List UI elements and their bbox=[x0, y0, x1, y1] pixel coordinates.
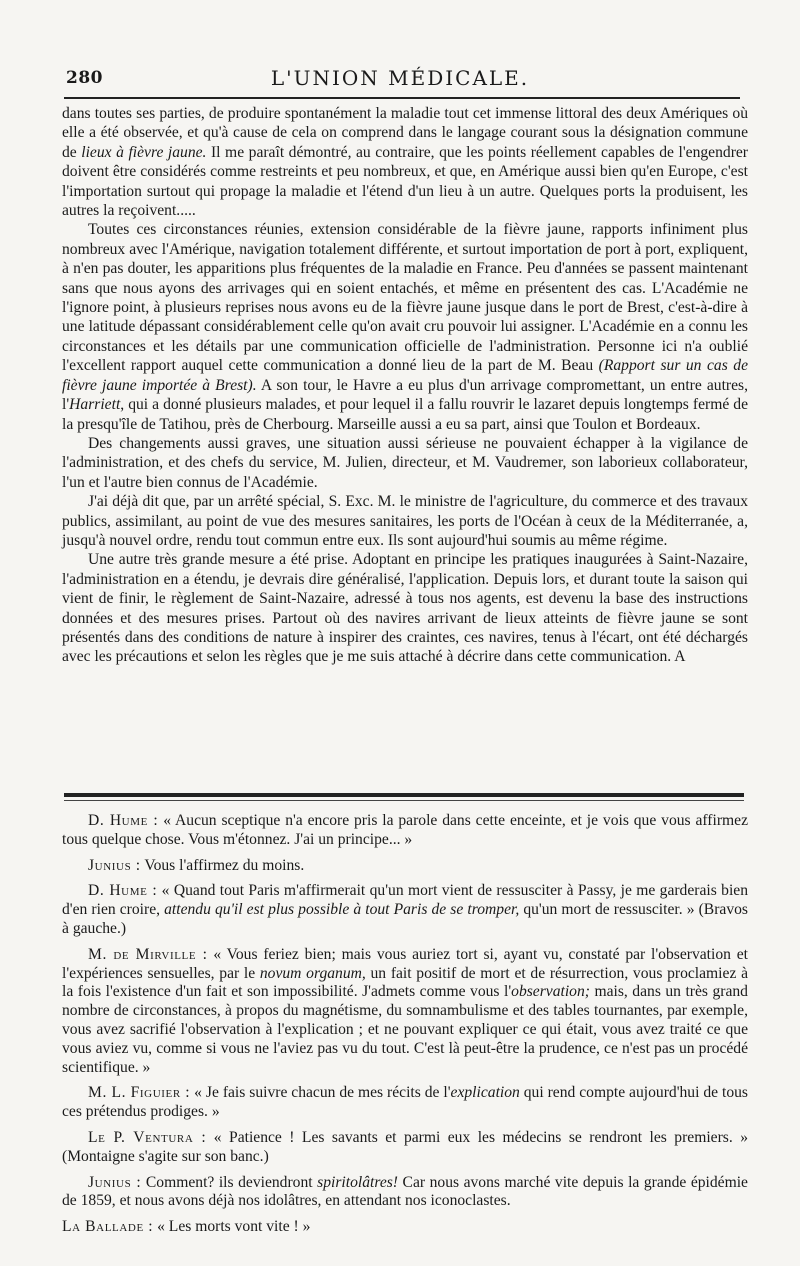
feuilleton-dialogue bbox=[62, 812, 748, 1244]
dialogue-line bbox=[62, 1218, 748, 1237]
dialogue-line bbox=[62, 857, 748, 876]
text-span: un fait positif de mort et de résurrection, vous proclamiez à la fois l'existence d'un fait et son impossibilité. J'admets comme vous l' bbox=[62, 964, 748, 1001]
dialogue-line bbox=[62, 1129, 748, 1167]
text-span: « Les morts vont vite ! » bbox=[153, 1218, 311, 1236]
header-rule bbox=[64, 97, 740, 99]
text-span: Il me paraît démontré, au contraire, que les points réellement capables de l'engendrer doivent être considérés comme restreints et peu nombreux, et que, en Amérique aussi bien qu'en Europe, c'est l'importation surtout qui propage la maladie et l'étend d'un lieu à un autre. Quelques ports la produisent, les autres la reçoivent..... bbox=[62, 143, 748, 220]
dialogue-line bbox=[62, 1174, 748, 1212]
page-header bbox=[60, 62, 740, 92]
dialogue-line bbox=[62, 946, 748, 1078]
article-paragraph bbox=[62, 220, 748, 433]
dialogue-line bbox=[62, 882, 748, 938]
text-span: « Aucun sceptique n'a encore pris la parole dans cette enceinte, et je vois que vous affirmez tous quelque chose. Vous m'étonnez. J'ai un principe... » bbox=[62, 812, 748, 848]
speaker-name: D. Hume : bbox=[88, 812, 159, 829]
text-span: , qui a donné plusieurs malades, et pour lequel il a fallu rouvrir le lazaret depuis longtemps fermé de la presqu'île de Tatihou, près de Cherbourg. Marseille aussi a eu sa part, ainsi que Toulon et Bordeaux. bbox=[62, 396, 748, 433]
italic-text: observation; bbox=[511, 983, 590, 1001]
text-span: Toutes ces circonstances réunies, extension considérable de la fièvre jaune, rapports infiniment plus nombreux avec l'Amérique, navigation totalement différente, et surtout importation de port à port, expliquent, à n'en pas douter, les apparitions plus fréquentes de la maladie en France. Peu d'années se passent maintenant sans que nous ayons des arrivages qui en soient entachés, et même en présentent des cas. L'Académie ne l'ignore point, à plusieurs reprises nous avons eu de la fièvre jaune jusque dans le port de Brest, c'est-à-dire à une latitude dépassant considérablement celle qu'on avait cru pouvoir lui assigner. L'Académie en a connu les circonstances et les détails par une communication officielle de l'administration. Personne ici n'a oublié l'excellent rapport auquel cette communication a donné lieu de la part de M. Beau bbox=[62, 221, 748, 375]
speaker-name: Junius : bbox=[88, 1173, 142, 1191]
text-span: « Patience ! Les savants et parmi eux les médecins se rendront les premiers. » (Montaigne s'agite sur son banc.) bbox=[62, 1128, 748, 1165]
text-span: dans toutes ses parties, de produire spontanément la maladie tout cet immense littoral des deux Amériques où elle a été observée, et qu'à cause de cela on comprend dans le langage courant sous la désignation commune de bbox=[62, 105, 748, 161]
article-body bbox=[62, 104, 748, 667]
italic-text: spiritolâtres! bbox=[317, 1173, 399, 1191]
text-span: mais, dans un très grand nombre de circonstances, à propos du magnétisme, du somnambulisme et des tables tournantes, par exemple, vous avez sacrifié l'observation à l'explication ; et ne pouvant expliquer ce qui était, vous avez traité ce que vous aviez vu, comme si vous ne l'aviez pas vu du tout. C'est là peut-être la prudence, ce n'est pas un procédé scientifique. » bbox=[62, 983, 748, 1076]
page-number: 280 bbox=[66, 68, 103, 88]
text-span: Vous l'affirmez du moins. bbox=[140, 856, 305, 874]
speaker-name: M. L. Figuier : bbox=[88, 1084, 191, 1102]
article-paragraph: J'ai déjà dit que, par un arrêté spécial, S. Exc. M. le ministre de l'agriculture, du commerce et des travaux publics, assimilant, au point de vue des mesures sanitaires, les ports de l'Océan à ceux de la Méditerranée, a, jusqu'à nouvel ordre, rendu tout commun entre eux. Ils sont aujourd'hui soumis au même régime. bbox=[62, 493, 748, 549]
dialogue-line bbox=[62, 812, 748, 850]
italic-text: Harriett bbox=[69, 396, 121, 414]
article-paragraph: Une autre très grande mesure a été prise. Adoptant en principe les pratiques inaugurées à Saint-Nazaire, l'administration en a étendu, je devrais dire généralisé, l'application. Depuis lors, et durant toute la saison qui vient de finir, le règlement de Saint-Nazaire, adressé à tous nos agents, est devenu la base des instructions données et des mesures prises. Partout où des navires arrivant de lieux atteints de fièvre jaune se sont présentés dans des conditions de nature à inspirer des craintes, ces navires, tenus à l'écart, ont été déchargés avec les précautions et selon les règles que je me suis attaché à décrire dans cette communication. A bbox=[62, 551, 748, 666]
feuilleton-separator bbox=[64, 793, 744, 797]
article-paragraph: Des changements aussi graves, une situation aussi sérieuse ne pouvaient échapper à la vigilance de l'administration, et des chefs du service, M. Julien, directeur, et M. Vaudremer, son laborieux collaborateur, l'un et l'autre bien connus de l'Académie. bbox=[62, 434, 748, 491]
journal-title: L'UNION MÉDICALE. bbox=[270, 66, 530, 90]
italic-text: (Rapport sur un cas de fièvre jaune importée à Brest). bbox=[62, 357, 748, 394]
text-span: Comment? ils deviendront bbox=[141, 1173, 318, 1191]
text-span: qui rend compte aujourd'hui de tous ces prétendus prodiges. » bbox=[62, 1084, 748, 1121]
text-span: qu'un mort de ressusciter. » (Bravos à gauche.) bbox=[62, 901, 748, 937]
feuilleton-separator-thin bbox=[64, 800, 744, 801]
text-span: A son tour, le Havre a eu plus d'un arrivage compromettant, un entre autres, l' bbox=[62, 376, 748, 414]
italic-text: explication bbox=[450, 1084, 520, 1102]
text-span: « Je fais suivre chacun de mes récits de l' bbox=[190, 1084, 451, 1102]
speaker-name: La Ballade : bbox=[62, 1218, 154, 1236]
italic-text: attendu qu'il est plus possible à tout Paris de se tromper, bbox=[164, 901, 520, 919]
article-paragraph bbox=[62, 104, 748, 220]
speaker-name: D. Hume : bbox=[88, 882, 158, 900]
italic-text: novum organum, bbox=[259, 964, 366, 982]
italic-text: lieux à fièvre jaune. bbox=[81, 143, 207, 161]
speaker-name: Le P. Ventura : bbox=[88, 1128, 207, 1146]
text-span: « Quand tout Paris m'affirmerait qu'un mort vient de ressusciter à Passy, je me garderais bien d'en rien croire, bbox=[62, 882, 748, 919]
text-span: « Vous feriez bien; mais vous auriez tort si, ayant vu, constaté par l'observation et l'expériences sensuelles, par le bbox=[62, 945, 748, 982]
speaker-name: M. de Mirville : bbox=[88, 945, 208, 963]
speaker-name: Junius : bbox=[88, 856, 141, 874]
text-span: Car nous avons marché vite depuis la grande épidémie de 1859, et nous avons déjà nos idolâtres, en attendant nos iconoclastes. bbox=[62, 1173, 748, 1210]
dialogue-line bbox=[62, 1084, 748, 1122]
